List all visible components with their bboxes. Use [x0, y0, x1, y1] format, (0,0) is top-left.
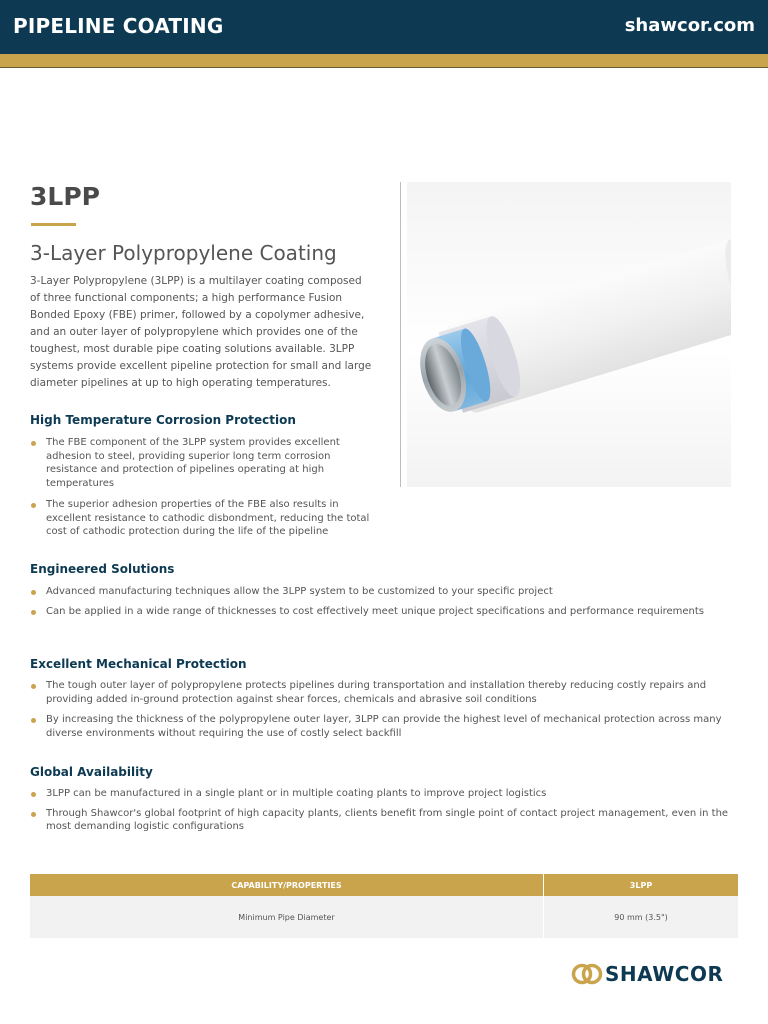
intro-paragraph: 3-Layer Polypropylene (3LPP) is a multilayer coating composed of three functional components; a high performance Fusion Bonded Epoxy (FBE) primer, followed by a copolymer adhesive, and an outer layer of polypropylene which provides one of the toughest, most durable pipe coating solutions available. 3LPP systems provide excellent pipeline protection for small and large diameter pipelines at up to high operating temperatures. [30, 275, 372, 389]
product-code-heading: 3LPP [30, 182, 100, 211]
list-item: By increasing the thickness of the polypropylene outer layer, 3LPP can provide the highest level of mechanical protection across many diverse environments without requiring the use of costly select backfill [30, 713, 730, 740]
coated-pipe-image [407, 182, 731, 487]
header-accent-bar [0, 54, 768, 68]
header-website[interactable]: shawcor.com [624, 15, 755, 36]
column-divider [400, 182, 401, 487]
table-cell: Minimum Pipe Diameter [30, 896, 544, 938]
bullet-list-corrosion [30, 436, 375, 539]
list-item: Can be applied in a wide range of thicknesses to cost effectively meet unique project specifications and performance requirements [30, 605, 730, 619]
list-item: The FBE component of the 3LPP system provides excellent adhesion to steel, providing superior long term corrosion resistance and protection of pipelines operating at high temperatures [30, 436, 375, 490]
bullet-list-engineered [30, 585, 730, 618]
list-item: Through Shawcor's global footprint of high capacity plants, clients benefit from single point of contact project management, even in the most demanding logistic configurations [30, 807, 730, 834]
table-cell: 90 mm (3.5") [544, 896, 739, 938]
table-header-cell: CAPABILITY/PROPERTIES [30, 874, 544, 896]
table-row [30, 896, 738, 938]
header-title: PIPELINE COATING [13, 14, 224, 38]
section-heading-corrosion: High Temperature Corrosion Protection [30, 413, 296, 427]
list-item: The superior adhesion properties of the FBE also results in excellent resistance to cathodic disbondment, reducing the total cost of cathodic protection during the life of the pipeline [30, 498, 375, 539]
table-header-row [30, 874, 738, 896]
section-heading-engineered: Engineered Solutions [30, 562, 175, 576]
list-item: The tough outer layer of polypropylene protects pipelines during transportation and installation thereby reducing costly repairs and providing added in-ground protection against shear forces, chemicals and abrasive soil conditions [30, 679, 730, 706]
bullet-list-mechanical [30, 679, 730, 740]
list-item: Advanced manufacturing techniques allow the 3LPP system to be customized to your specific project [30, 585, 730, 599]
table-header-cell: 3LPP [544, 874, 739, 896]
section-heading-global: Global Availability [30, 765, 153, 779]
section-heading-mechanical: Excellent Mechanical Protection [30, 657, 247, 671]
page-header [0, 0, 768, 54]
shawcor-logo-mark-icon [571, 962, 605, 992]
bullet-list-global [30, 787, 730, 834]
shawcor-logo [571, 960, 755, 990]
capability-table [30, 874, 738, 938]
heading-underline [31, 223, 76, 226]
shawcor-logo-wordmark: SHAWCOR [605, 962, 724, 986]
product-name-heading: 3-Layer Polypropylene Coating [30, 241, 337, 265]
list-item: 3LPP can be manufactured in a single plant or in multiple coating plants to improve project logistics [30, 787, 730, 801]
pipe-illustration [407, 182, 731, 487]
